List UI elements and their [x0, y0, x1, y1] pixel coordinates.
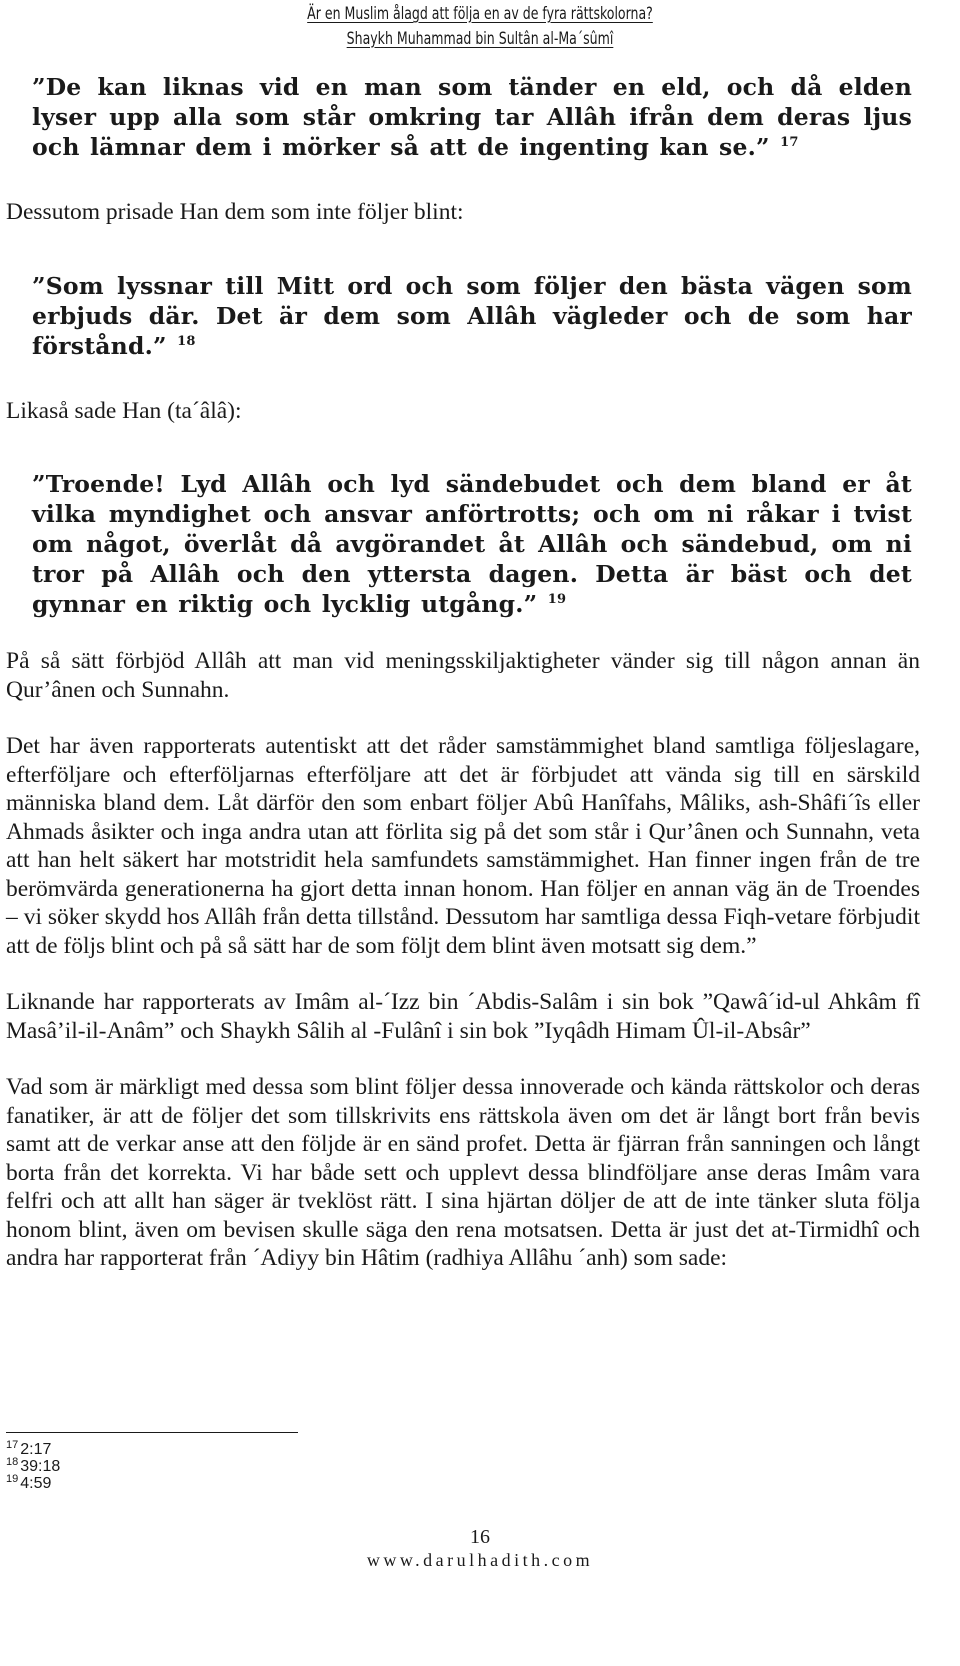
paragraph: Det har även rapporterats autentiskt att det råder samstämmighet bland samtliga följeslagare, efterföljare och efterföljarnas efterföljare att det är förbjudet att vända sig till en särskild människa bland dem. Låt därför den som enbart följer Abû Hanîfahs, Mâliks, ash-Shâfi´îs eller Ahmads åsikter och inga andra utan att förlita sig på det som står i Qur’ânen och Sunnahn, veta att han helt säkert har motstridit hela samfundets samstämmighet. Han finner ingen från de tre berömvärda generationerna ha gjort detta innan honom. Han följer en annan väg än de Troendes – vi söker skydd hos Allâh från detta tillstånd. Dessutom har samtliga dessa Fiqh-vetare förbjudit att de följs blint och på så sätt har de som följt dem blint även motsatt sig dem.”: [6, 733, 920, 959]
footnote-number: 17: [6, 1438, 19, 1451]
footnote-number: 19: [6, 1472, 19, 1485]
main-content: [6, 72, 920, 1273]
quran-quote: [6, 72, 920, 162]
paragraph: Vad som är märkligt med dessa som blint följer dessa innoverade och kända rättskolor och deras fanatiker, är att de följer det som tillskrivits ens rättskola även om det är långt bort från bevis samt att de verkar anse att den följde är en sänd profet. Detta är fjärran från sanningen och långt borta från det korrekta. Vi har både sett och upplevt dessa blindföljare anse deras Imâm vara felfri och att allt han säger är tveklöst rätt. I sina hjärtan döljer de att de inte tänker sluta följa honom blint, även om bevisen skulle säga den rena motsatsen. Detta är just det at-Tirmidhî och andra har rapporterat från ´Adiyy bin Hâtim (radhiya Allâhu ´anh) som sade:: [6, 1074, 920, 1271]
footnote-text: 2:17: [20, 1441, 52, 1458]
page-number: 16: [470, 1526, 490, 1548]
footnote-ref: 19: [547, 592, 567, 608]
footnotes: [6, 1438, 61, 1492]
footnote-ref: 17: [780, 135, 799, 151]
quote-text: ”Som lyssnar till Mitt ord och som följer den bästa vägen som erbjuds där. Det är dem som Allâh vägleder och de som har förstånd.”: [32, 271, 912, 360]
author-name: Shaykh Muhammad bin Sultân al-Ma´sûmî: [346, 29, 614, 49]
quote-text: ”De kan liknas vid en man som tänder en eld, och då elden lyser upp alla som står omkring tar Allâh ifrån dem deras ljus och lämnar dem i mörker så att de ingenting kan se.”: [32, 73, 912, 161]
page-header: [0, 2, 960, 52]
paragraph: På så sätt förbjöd Allâh att man vid meningsskiljaktigheter vänder sig till någon annan än Qur’ânen och Sunnahn.: [6, 648, 920, 703]
paragraph: Dessutom prisade Han dem som inte följer blint:: [6, 199, 464, 225]
website-url: www.darulhadith.com: [366, 1550, 594, 1570]
quote-text: ”Troende! Lyd Allâh och lyd sändebudet och dem bland er åt vilka myndighet och ansvar anförtrotts; och om ni råkar i tvist om något, överlåt då avgörandet åt Allâh och sändebud, om ni tror på Allâh och den yttersta dagen. Detta är bäst och det gynnar en riktig och lycklig utgång.”: [32, 470, 912, 618]
book-title: Är en Muslim ålagd att följa en av de fyra rättskolorna?: [307, 4, 653, 24]
paragraph: Liknande har rapporterats av Imâm al-´Izz bin ´Abdis-Salâm i sin bok ”Qawâ´id-ul Ahkâm fî Masâ’il-il-Anâm” och Shaykh Sâlih al -Fulânî i sin bok ”Iyqâdh Himam Ûl-il-Absâr”: [6, 989, 920, 1044]
paragraph: Likaså sade Han (ta´âlâ):: [6, 397, 242, 424]
footnote-divider: [6, 1432, 298, 1433]
footnote-number: 18: [6, 1455, 19, 1468]
footnote-text: 39:18: [20, 1458, 61, 1475]
footnote-text: 4:59: [20, 1475, 52, 1492]
footnote-ref: 18: [177, 333, 196, 349]
footnote: [6, 1472, 60, 1492]
quran-quote: [6, 271, 920, 361]
quran-quote: [6, 469, 920, 619]
page-footer: [0, 1526, 960, 1572]
